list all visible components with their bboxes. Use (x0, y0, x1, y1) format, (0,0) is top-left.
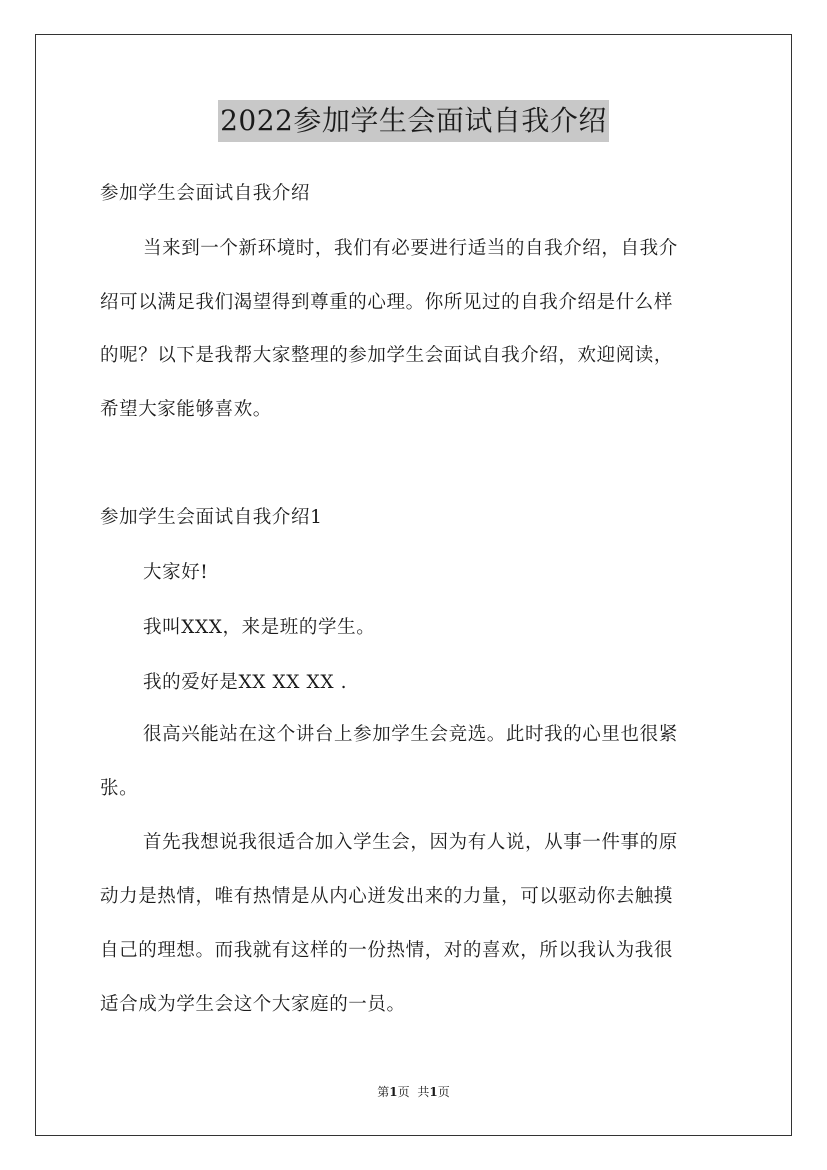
intro-line: 绍可以满足我们渴望得到尊重的心理。你所见过的自我介绍是什么样 (100, 292, 674, 313)
body-line: 很高兴能站在这个讲台上参加学生会竞选。此时我的心里也很紧 (143, 724, 678, 745)
body-line: 适合成为学生会这个大家庭的一员。 (100, 994, 406, 1015)
footer-total-suffix: 页 (437, 1085, 450, 1099)
body-line: 自己的理想。而我就有这样的一份热情，对的喜欢，所以我认为我很 (100, 940, 674, 961)
body-line: 我叫XXX，来是班的学生。 (143, 617, 376, 638)
footer-total-number: 1 (429, 1085, 438, 1099)
footer-page-number: 1 (389, 1085, 398, 1099)
intro-line: 希望大家能够喜欢。 (100, 399, 272, 420)
body-line: 动力是热情，唯有热情是从内心迸发出来的力量，可以驱动你去触摸 (100, 886, 674, 907)
body-line: 大家好! (143, 562, 209, 583)
body-line: 张。 (100, 778, 139, 799)
body-line: 首先我想说我很适合加入学生会，因为有人说，从事一件事的原 (143, 832, 678, 853)
body-line: 我的爱好是XX XX XX . (143, 672, 348, 693)
section-heading: 参加学生会面试自我介绍1 (100, 507, 323, 528)
footer-page-prefix: 第 (377, 1085, 390, 1099)
footer-page-suffix: 页 (397, 1085, 410, 1099)
subtitle: 参加学生会面试自我介绍 (100, 183, 311, 204)
intro-line: 的呢？以下是我帮大家整理的参加学生会面试自我介绍，欢迎阅读， (100, 345, 674, 366)
document-title: 2022参加学生会面试自我介绍 (218, 100, 609, 142)
page-footer (0, 1084, 827, 1100)
footer-total-prefix: 共 (417, 1085, 430, 1099)
title-container (0, 100, 827, 142)
intro-line: 当来到一个新环境时，我们有必要进行适当的自我介绍，自我介 (143, 238, 678, 259)
